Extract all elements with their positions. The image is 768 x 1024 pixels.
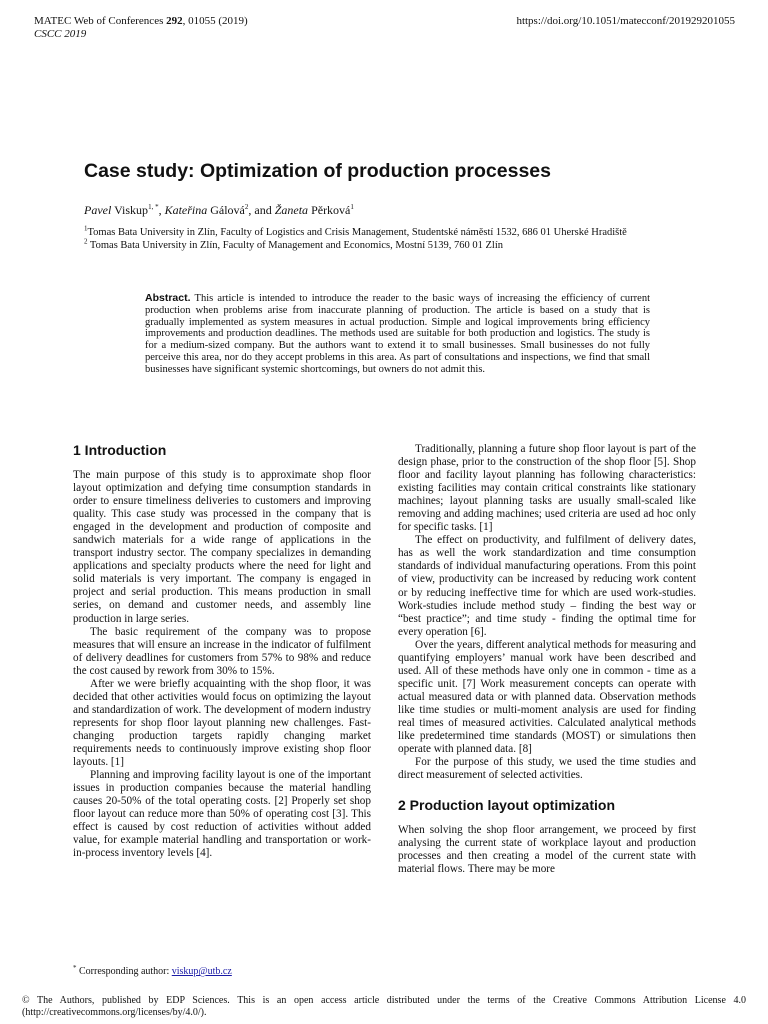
doi-link[interactable]: https://doi.org/10.1051/matecconf/201929201055 xyxy=(516,15,735,27)
author-given-name: Žaneta xyxy=(274,203,309,217)
paragraph: The basic requirement of the company was to propose measures that will ensure an increase in the indicator of fulfilment of delivery deadlines for customers from 57% to 98% and reduce the cost caused by rework from 30% to 15%. xyxy=(73,625,371,677)
affiliation-mark: 2 xyxy=(84,237,88,246)
section-heading: 2 Production layout optimization xyxy=(398,797,615,814)
paper-title: Case study: Optimization of production processes xyxy=(84,160,551,182)
author-list xyxy=(84,203,354,218)
abstract-text: This article is intended to introduce the reader to the basic ways of increasing the efficiency of current production when problems arise from inaccurate planning of production. The article is based on a study that is gradually implemented as system measures in actual production. Simple and logical improvements bring efficiency improvements and production deadlines. The methods used are suitable for both production and logistics. The study is for a medium-sized company. But the authors want to extend it to small businesses. Small businesses do not fully perceive this area, nor do they accept problems in this area. As part of consultations and inspections, we find that small businesses have significant systemic shortcomings, but owners do not admit this. xyxy=(145,293,650,375)
affiliation-mark: 1 xyxy=(84,224,88,233)
paragraph: When solving the shop floor arrangement, we proceed by first analysing the current state of workplace layout and production processes and then creating a model of the current state with material flows. There may be more xyxy=(398,824,696,876)
running-header xyxy=(34,15,248,41)
author-email-link[interactable]: viskup@utb.cz xyxy=(171,966,232,977)
journal-volume: 292 xyxy=(166,15,183,27)
author-family-name: Pěrková xyxy=(308,203,351,217)
author-family-name: Gálová xyxy=(207,203,245,217)
author-given-name: Pavel xyxy=(84,203,112,217)
author-affiliation-mark: 2 xyxy=(244,203,249,211)
section-heading: 1 Introduction xyxy=(73,442,167,458)
author-separator: , and xyxy=(248,203,275,217)
paragraph: For the purpose of this study, we used the time studies and direct measurement of selected activities. xyxy=(398,756,696,782)
abstract xyxy=(145,293,650,376)
author-family-name: Viskup xyxy=(111,203,149,217)
article-info: , 01055 (2019) xyxy=(182,15,248,27)
conference-name: CSCC 2019 xyxy=(34,28,87,40)
paragraph: After we were briefly acquainting with the shop floor, it was decided that other activities would focus on optimizing the layout and standardization of work. The development of modern industry represents for shop floor layout planning new challenges. Fast-changing production targets rapidly changing market requirements needs to continuously improve existing shop floor layouts. [1] xyxy=(73,677,371,769)
footnote-mark: * xyxy=(73,964,77,972)
affiliation-line xyxy=(84,239,627,252)
footnote xyxy=(73,965,232,978)
paragraph: Traditionally, planning a future shop floor layout is part of the design phase, prior to the construction of the shop floor [5]. Shop floor and facility layout planning has following characteristics: existing facilities may contain critical constraints like stationary machines; layout planning tasks are usually small-scaled like removing and adding machines; used criteria are used ad hoc only for specific tasks. [1] xyxy=(398,443,696,534)
abstract-label: Abstract. xyxy=(145,292,191,304)
affiliation-text: Tomas Bata University in Zlín, Faculty of Logistics and Crisis Management, Studentské náměstí 1532, 686 01 Uherské Hradiště xyxy=(87,227,627,238)
author-given-name: Kateřina xyxy=(164,203,208,217)
affiliations xyxy=(84,226,627,252)
author-affiliation-mark: 1, * xyxy=(148,203,159,211)
affiliation-text: Tomas Bata University in Zlín, Faculty of Management and Economics, Mostní 5139, 760 01 Zlín xyxy=(87,240,504,251)
paragraph: Over the years, different analytical methods for measuring and quantifying employers’ manual work have been described and used. All of these methods have only one in common - time as a specific unit. [7] Work measurement concepts can operate with actual measured data or with planned data. Observation methods like time studies or multi-moment analysis are used for finding real times of measured activities. Calculated analytical methods like predetermined time standards (MOST) or simulations then operate with planned data. [8] xyxy=(398,638,696,756)
right-column xyxy=(398,443,696,876)
journal-line xyxy=(34,15,248,28)
footnote-label: Corresponding author: xyxy=(76,966,172,977)
journal-name: MATEC Web of Conferences xyxy=(34,15,167,27)
paragraph: The effect on productivity, and fulfilment of delivery dates, has as well the work standardization and time consumption standards of individual manufacturing operations. From this point of view, productivity can be increased by reducing work content or by reducing ineffective time for which are used work-studies. Work-studies include method study – finding the best way or “best practice”; and time study - finding the optimal time for every operation [6]. xyxy=(398,534,696,638)
paragraph: The main purpose of this study is to approximate shop floor layout optimization and defying time consumption standards in order to ensure timeliness deliveries to customers and improving quality. This case study was processed in the company that is engaged in the development and production of composite and sandwich materials for a wide range of applications in the transport industry sector. The company specializes in demanding applications and specialty products where the need for light and solid materials is very important. The company is engaged in project and serial production. This means production in small series, on demand and customer needs, and assembly line production in large series. xyxy=(73,469,371,625)
license-notice: © The Authors, published by EDP Sciences. This is an open access article distributed under the terms of the Creative Commons Attribution License 4.0 (http://creativecommons.org/licenses/by/4.0/). xyxy=(22,995,746,1018)
author-affiliation-mark: 1 xyxy=(350,203,354,211)
paragraph: Planning and improving facility layout is one of the important issues in production companies because the material handling causes 20-50% of the total operating costs. [2] Properly set shop floor layout can reduce more than 50% of operating cost [3]. This effect is caused by cost reduction of activities without added value, for example material handling and transportation or work-in-process inventory levels [4]. xyxy=(73,769,371,860)
left-column xyxy=(73,441,371,860)
affiliation-line xyxy=(84,226,627,239)
author-separator: , xyxy=(158,203,165,217)
